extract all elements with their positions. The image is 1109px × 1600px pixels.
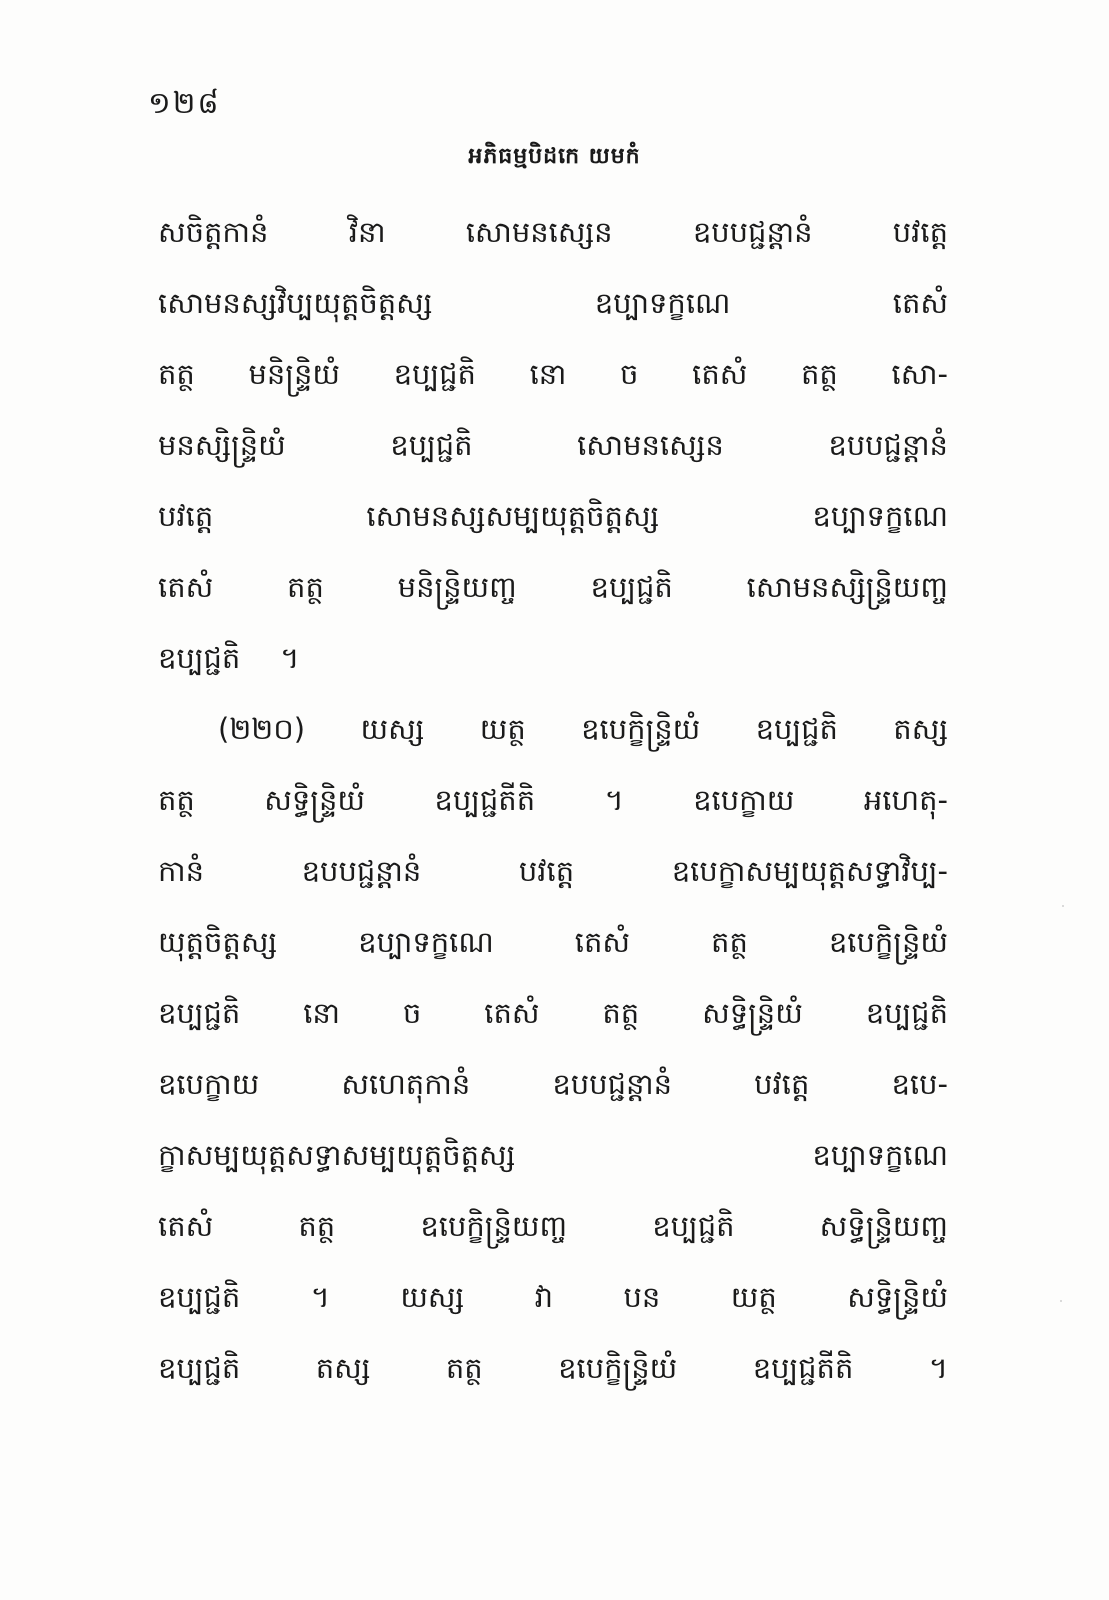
word: តត្ថ [298, 1209, 336, 1243]
word: ច [620, 357, 639, 391]
word: បវត្តេ [158, 499, 214, 533]
word: មនិន្ទ្រិយំ [248, 357, 340, 391]
word: ឧប្បជ្ជតីតិ [434, 783, 536, 817]
word: ។ [604, 783, 624, 817]
word: (២២០) [218, 712, 306, 746]
text-line [158, 922, 948, 962]
text-line [158, 851, 948, 891]
word: តត្ថ [602, 996, 640, 1030]
text-line [158, 1348, 948, 1388]
text-line [158, 354, 948, 394]
word: តេសំ [692, 357, 748, 391]
word: តស្ស [315, 1351, 371, 1385]
word: ច [402, 996, 422, 1030]
word: សោ- [891, 357, 948, 391]
text-line [158, 1135, 948, 1175]
word: ឧបបជ្ជន្តានំ [552, 1067, 673, 1101]
text-line [158, 567, 948, 607]
word: យស្ស [360, 712, 425, 746]
word: តេសំ [158, 1209, 214, 1243]
word: យត្ថ [730, 1280, 777, 1314]
word: តស្ស [893, 712, 948, 746]
word: បវត្តេ [754, 1067, 810, 1101]
word: ឧបេក្ខិន្ទ្រិយំ [581, 712, 701, 746]
scan-speck [1062, 905, 1064, 907]
word: មនស្សិន្ទ្រិយំ [158, 428, 286, 462]
text-line [158, 993, 948, 1033]
word: សចិត្តកានំ [158, 215, 269, 249]
word: ឧប្បជ្ជតិ [158, 1280, 241, 1314]
word: ឧបេក្ខិន្ទ្រិយំ [558, 1351, 678, 1385]
word: វា [534, 1280, 554, 1314]
text-line [158, 425, 948, 465]
word: តេសំ [892, 286, 948, 320]
word: សោមនស្សវិប្បយុត្តចិត្តស្ស [158, 286, 433, 320]
text-line [158, 496, 948, 536]
word: ឧប្បជ្ជតិ [393, 357, 476, 391]
word: បវត្តេ [892, 215, 948, 249]
text-line [218, 709, 948, 749]
word: នោ [303, 996, 341, 1030]
word: សហេតុកានំ [341, 1067, 471, 1101]
word: វិនា [348, 215, 386, 249]
text-line [158, 780, 948, 820]
word: តត្ថ [445, 1351, 483, 1385]
word: យត្ថ [479, 712, 526, 746]
word: ឧបបជ្ជន្តានំ [301, 854, 422, 888]
word: បវត្តេ [518, 854, 575, 888]
text-line [158, 283, 948, 323]
word: តេសំ [484, 996, 540, 1030]
word: ឧបេក្ខាយ [158, 1067, 260, 1101]
word: ឧប្បាទក្ខណេ [812, 499, 948, 533]
word: ឧបេក្ខាសម្បយុត្តសទ្ធាវិប្ប- [671, 854, 948, 888]
word: ។ [280, 641, 300, 675]
word: សោមនស្សិន្ទ្រិយញ្ច [746, 570, 948, 604]
text-line [158, 1064, 948, 1104]
word: ឧប្បជ្ជតិ [590, 570, 673, 604]
word: សទ្ធិន្ទ្រិយំ [264, 783, 365, 817]
scan-speck [1060, 1300, 1062, 1302]
word: ឧប្បជ្ជតិ [865, 996, 948, 1030]
word: យស្ស [400, 1280, 465, 1314]
word: ឧប្បជ្ជតីតិ [752, 1351, 854, 1385]
word: នោ [529, 357, 567, 391]
word: កានំ [158, 854, 205, 888]
word: ឧបេក្ខិន្ទ្រិយញ្ច [420, 1209, 568, 1243]
word: បន [623, 1280, 661, 1314]
word: ។ [928, 1351, 948, 1385]
word: ឧប្បាទក្ខណេ [812, 1138, 948, 1172]
word: សទ្ធិន្ទ្រិយំ [702, 996, 803, 1030]
word: សទ្ធិន្ទ្រិយំ [847, 1280, 948, 1314]
word: មនិន្ទ្រិយញ្ច [397, 570, 517, 604]
word: ឧប្បាទក្ខណេ [358, 925, 494, 959]
word: តត្ថ [801, 357, 838, 391]
word: ឧបេក្ខាយ [693, 783, 795, 817]
word: តត្ថ [158, 357, 195, 391]
word: តត្ថ [711, 925, 748, 959]
text-line [158, 1206, 948, 1246]
word: តត្ថ [158, 783, 195, 817]
word: សទ្ធិន្ទ្រិយញ្ច [819, 1209, 948, 1243]
word: ឧប្បជ្ជតិ [158, 641, 241, 675]
word: ក្ខាសម្បយុត្តសទ្ធាសម្បយុត្តចិត្តស្ស [158, 1138, 516, 1172]
word: សោមនស្សសម្បយុត្តចិត្តស្ស [366, 499, 660, 533]
word: ឧបេក្ខិន្ទ្រិយំ [828, 925, 948, 959]
word: យុត្តចិត្តស្ស [158, 925, 278, 959]
word: ឧបបជ្ជន្តានំ [692, 215, 813, 249]
page-number: ១២៨ [148, 86, 221, 121]
word: ឧប្បជ្ជតិ [158, 996, 241, 1030]
word: ឧប្បជ្ជតិ [755, 712, 838, 746]
text-line [158, 1277, 948, 1317]
word: សោមនស្សេន [465, 215, 613, 249]
text-line [158, 212, 948, 252]
word: ឧបបជ្ជន្តានំ [828, 428, 948, 462]
running-head: អភិធម្មបិដកេ យមកំ [468, 144, 641, 169]
word: ឧប្បជ្ជតិ [390, 428, 473, 462]
word: ឧប្បជ្ជតិ [652, 1209, 735, 1243]
word: តត្ថ [287, 570, 324, 604]
word: ឧប្បាទក្ខណេ [594, 286, 731, 320]
word: អហេតុ- [863, 783, 948, 817]
word: ឧបេ- [891, 1067, 948, 1101]
text-line [158, 638, 948, 678]
word: តេសំ [158, 570, 214, 604]
word: សោមនស្សេន [577, 428, 724, 462]
word: ។ [310, 1280, 330, 1314]
word: ឧប្បជ្ជតិ [158, 1351, 241, 1385]
word: តេសំ [574, 925, 631, 959]
